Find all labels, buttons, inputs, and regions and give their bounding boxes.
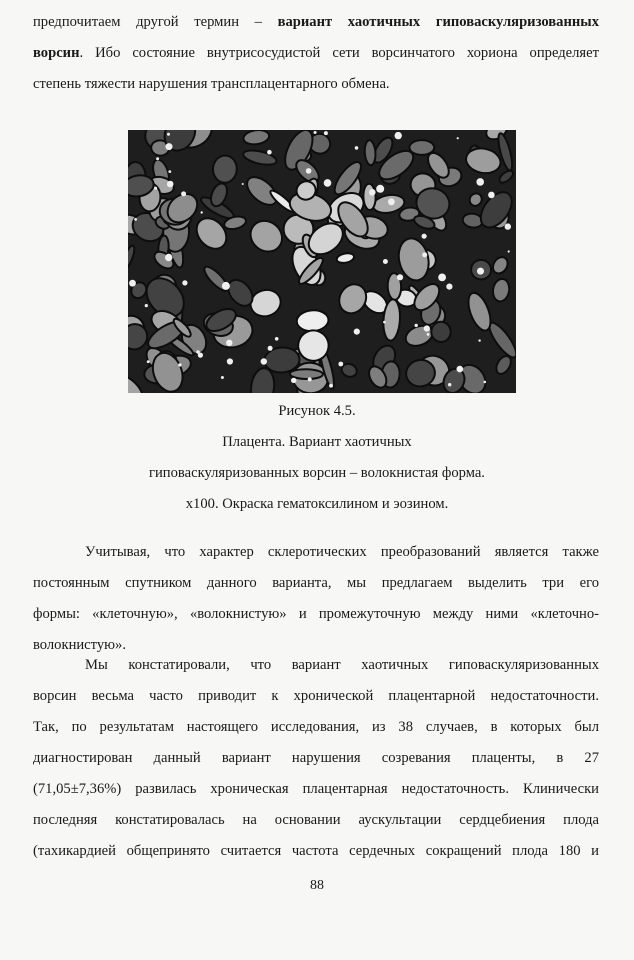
text-line: последняя констатировалась на основании аускультации сердцебиения плода <box>33 812 599 828</box>
text-line: (тахикардией общепринято считается частота сердечных сокращений плода 180 и <box>33 843 599 859</box>
paragraph-2 <box>33 537 599 661</box>
paragraph-3 <box>33 650 599 867</box>
bold-term: вариант хаотичных гиповаскуляризованных <box>277 14 599 30</box>
text-line: ворсин весьма часто приводит к хронической плацентарной недостаточности. <box>33 688 599 704</box>
caption-line: гиповаскуляризованных ворсин – волокнистая форма. <box>149 465 485 481</box>
micrograph-figure <box>128 130 516 393</box>
caption-line: Плацента. Вариант хаотичных <box>222 434 412 450</box>
page-number: 88 <box>310 878 324 893</box>
text-line: постоянным спутником данного варианта, мы предлагаем выделить три его <box>33 575 599 591</box>
text-line: диагностирован данный вариант нарушения созревания плаценты, в 27 <box>33 750 599 766</box>
top-paragraph <box>33 7 599 100</box>
text-line: формы: «клеточную», «волокнистую» и промежуточную между ними «клеточно- <box>33 606 599 622</box>
text-line: Мы констатировали, что вариант хаотичных гиповаскуляризованных <box>85 657 599 673</box>
text-line: предпочитаем другой термин – вариант хаотичных гиповаскуляризованных <box>33 14 599 30</box>
figure-caption <box>100 396 534 520</box>
figure-number: Рисунок 4.5. <box>278 403 356 419</box>
caption-line: x100. Окраска гематоксилином и эозином. <box>185 496 449 512</box>
text-line: Так, по результатам настоящего исследования, из 38 случаев, в которых был <box>33 719 599 735</box>
bold-term: ворсин <box>33 45 80 61</box>
text-line: волокнистую». <box>33 637 126 653</box>
text-line: степень тяжести нарушения трансплацентарного обмена. <box>33 76 390 92</box>
text-line: Учитывая, что характер склеротических преобразований является также <box>85 544 599 560</box>
text-line: ворсин. Ибо состояние внутрисосудистой сети ворсинчатого хориона определяет <box>33 45 599 61</box>
text-line: (71,05±7,36%) развилась хроническая плацентарная недостаточность. Клинически <box>33 781 599 797</box>
micrograph-image <box>128 130 516 393</box>
